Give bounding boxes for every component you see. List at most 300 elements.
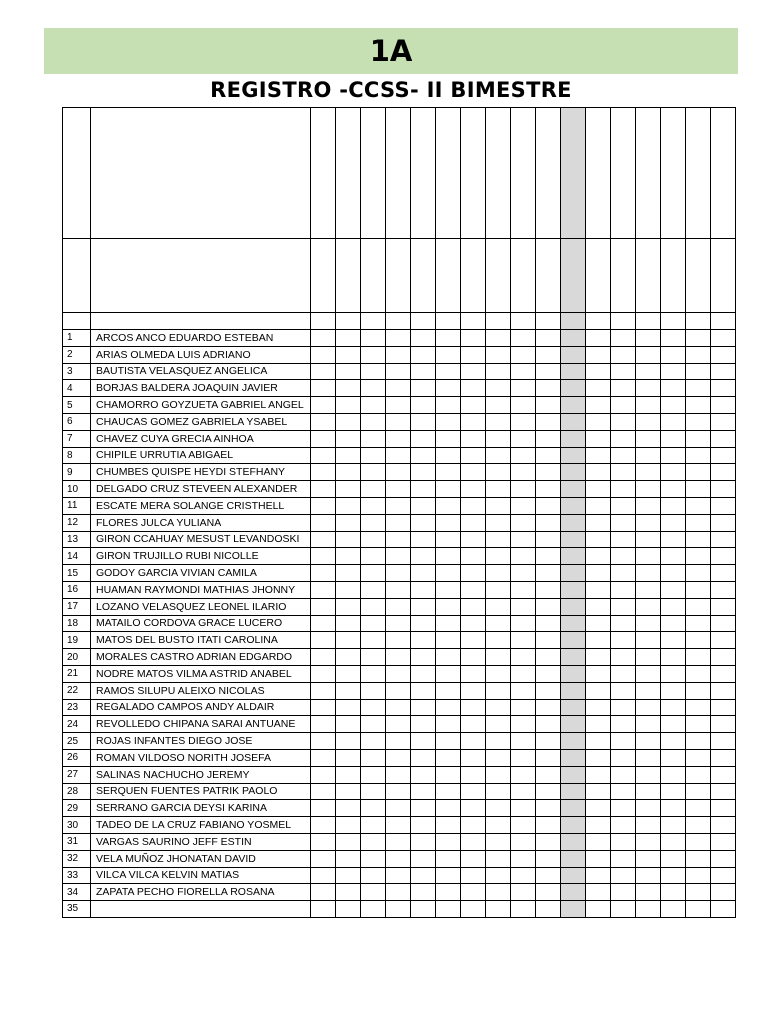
student-grade-cell[interactable] [711, 716, 736, 733]
student-grade-cell[interactable] [436, 682, 461, 699]
student-grade-cell[interactable] [461, 850, 486, 867]
student-grade-cell[interactable] [336, 346, 361, 363]
student-grade-cell[interactable] [436, 733, 461, 750]
student-grade-cell[interactable] [711, 766, 736, 783]
student-grade-cell[interactable] [411, 632, 436, 649]
student-grade-cell[interactable] [561, 330, 586, 347]
student-grade-cell[interactable] [536, 867, 561, 884]
header-row-spacer-grade-cell[interactable] [361, 313, 386, 330]
student-grade-cell[interactable] [361, 632, 386, 649]
student-grade-cell[interactable] [611, 800, 636, 817]
student-grade-cell[interactable] [711, 481, 736, 498]
student-grade-cell[interactable] [361, 716, 386, 733]
student-grade-cell[interactable] [711, 363, 736, 380]
student-grade-cell[interactable] [536, 901, 561, 918]
student-grade-cell[interactable] [361, 464, 386, 481]
student-grade-cell[interactable] [511, 884, 536, 901]
header-row-spacer-grade-cell[interactable] [536, 313, 561, 330]
student-grade-cell[interactable] [511, 380, 536, 397]
header-row-criteria-label-cell[interactable] [91, 239, 311, 313]
student-grade-cell[interactable] [561, 481, 586, 498]
student-grade-cell[interactable] [636, 380, 661, 397]
student-grade-cell[interactable] [436, 581, 461, 598]
student-grade-cell[interactable] [636, 901, 661, 918]
student-grade-cell[interactable] [636, 733, 661, 750]
student-grade-cell[interactable] [636, 548, 661, 565]
student-grade-cell[interactable] [411, 850, 436, 867]
student-grade-cell[interactable] [311, 850, 336, 867]
student-grade-cell[interactable] [411, 833, 436, 850]
student-grade-cell[interactable] [361, 380, 386, 397]
student-grade-cell[interactable] [386, 497, 411, 514]
student-grade-cell[interactable] [336, 632, 361, 649]
student-grade-cell[interactable] [611, 615, 636, 632]
student-grade-cell[interactable] [411, 884, 436, 901]
student-grade-cell[interactable] [536, 514, 561, 531]
student-grade-cell[interactable] [461, 665, 486, 682]
student-grade-cell[interactable] [411, 817, 436, 834]
student-grade-cell[interactable] [686, 800, 711, 817]
student-grade-cell[interactable] [611, 581, 636, 598]
student-grade-cell[interactable] [511, 817, 536, 834]
student-grade-cell[interactable] [386, 901, 411, 918]
student-grade-cell[interactable] [636, 330, 661, 347]
student-grade-cell[interactable] [336, 749, 361, 766]
header-row-competencies-grade-cell[interactable] [436, 108, 461, 239]
student-grade-cell[interactable] [436, 901, 461, 918]
student-grade-cell[interactable] [661, 430, 686, 447]
student-grade-cell[interactable] [561, 766, 586, 783]
student-grade-cell[interactable] [661, 447, 686, 464]
student-grade-cell[interactable] [361, 833, 386, 850]
student-grade-cell[interactable] [411, 766, 436, 783]
student-grade-cell[interactable] [686, 833, 711, 850]
student-grade-cell[interactable] [386, 884, 411, 901]
student-grade-cell[interactable] [611, 531, 636, 548]
student-grade-cell[interactable] [561, 430, 586, 447]
student-grade-cell[interactable] [361, 884, 386, 901]
student-grade-cell[interactable] [361, 733, 386, 750]
student-grade-cell[interactable] [536, 800, 561, 817]
student-grade-cell[interactable] [336, 363, 361, 380]
student-grade-cell[interactable] [411, 565, 436, 582]
student-grade-cell[interactable] [461, 682, 486, 699]
student-grade-cell[interactable] [311, 615, 336, 632]
student-grade-cell[interactable] [711, 632, 736, 649]
student-grade-cell[interactable] [586, 817, 611, 834]
student-grade-cell[interactable] [311, 833, 336, 850]
student-grade-cell[interactable] [386, 699, 411, 716]
student-grade-cell[interactable] [361, 531, 386, 548]
student-grade-cell[interactable] [661, 481, 686, 498]
student-grade-cell[interactable] [461, 531, 486, 548]
student-grade-cell[interactable] [411, 867, 436, 884]
student-grade-cell[interactable] [536, 581, 561, 598]
student-grade-cell[interactable] [361, 665, 386, 682]
student-grade-cell[interactable] [661, 615, 686, 632]
header-row-spacer-grade-cell[interactable] [636, 313, 661, 330]
student-grade-cell[interactable] [386, 346, 411, 363]
student-grade-cell[interactable] [686, 413, 711, 430]
student-grade-cell[interactable] [711, 464, 736, 481]
student-grade-cell[interactable] [511, 901, 536, 918]
student-grade-cell[interactable] [486, 481, 511, 498]
student-grade-cell[interactable] [561, 632, 586, 649]
student-grade-cell[interactable] [436, 380, 461, 397]
student-grade-cell[interactable] [611, 665, 636, 682]
student-grade-cell[interactable] [436, 548, 461, 565]
student-grade-cell[interactable] [386, 363, 411, 380]
student-grade-cell[interactable] [386, 380, 411, 397]
header-row-spacer-grade-cell[interactable] [311, 313, 336, 330]
student-grade-cell[interactable] [511, 464, 536, 481]
student-grade-cell[interactable] [686, 548, 711, 565]
student-grade-cell[interactable] [436, 817, 461, 834]
student-grade-cell[interactable] [411, 901, 436, 918]
student-grade-cell[interactable] [636, 565, 661, 582]
student-grade-cell[interactable] [511, 733, 536, 750]
student-grade-cell[interactable] [311, 598, 336, 615]
student-grade-cell[interactable] [536, 430, 561, 447]
student-grade-cell[interactable] [536, 548, 561, 565]
student-grade-cell[interactable] [636, 397, 661, 414]
student-grade-cell[interactable] [636, 481, 661, 498]
student-grade-cell[interactable] [636, 598, 661, 615]
student-grade-cell[interactable] [336, 330, 361, 347]
student-grade-cell[interactable] [511, 632, 536, 649]
student-grade-cell[interactable] [561, 615, 586, 632]
student-grade-cell[interactable] [461, 481, 486, 498]
student-grade-cell[interactable] [336, 867, 361, 884]
student-grade-cell[interactable] [561, 783, 586, 800]
student-grade-cell[interactable] [486, 464, 511, 481]
student-grade-cell[interactable] [361, 901, 386, 918]
student-grade-cell[interactable] [361, 867, 386, 884]
student-grade-cell[interactable] [536, 682, 561, 699]
student-grade-cell[interactable] [611, 783, 636, 800]
student-grade-cell[interactable] [536, 850, 561, 867]
student-grade-cell[interactable] [386, 581, 411, 598]
student-grade-cell[interactable] [686, 665, 711, 682]
student-grade-cell[interactable] [411, 665, 436, 682]
student-grade-cell[interactable] [461, 598, 486, 615]
student-grade-cell[interactable] [711, 783, 736, 800]
student-grade-cell[interactable] [311, 413, 336, 430]
student-grade-cell[interactable] [686, 430, 711, 447]
header-row-spacer-grade-cell[interactable] [661, 313, 686, 330]
student-grade-cell[interactable] [461, 514, 486, 531]
header-row-criteria-grade-cell[interactable] [436, 239, 461, 313]
header-row-competencies-grade-cell[interactable] [361, 108, 386, 239]
student-grade-cell[interactable] [511, 514, 536, 531]
student-grade-cell[interactable] [436, 783, 461, 800]
student-grade-cell[interactable] [361, 548, 386, 565]
student-grade-cell[interactable] [511, 850, 536, 867]
student-grade-cell[interactable] [711, 413, 736, 430]
student-grade-cell[interactable] [561, 346, 586, 363]
student-grade-cell[interactable] [586, 716, 611, 733]
student-grade-cell[interactable] [686, 867, 711, 884]
student-grade-cell[interactable] [611, 481, 636, 498]
header-row-criteria-grade-cell[interactable] [461, 239, 486, 313]
student-grade-cell[interactable] [486, 531, 511, 548]
header-row-competencies-grade-cell[interactable] [486, 108, 511, 239]
student-grade-cell[interactable] [336, 850, 361, 867]
student-grade-cell[interactable] [511, 497, 536, 514]
student-grade-cell[interactable] [636, 884, 661, 901]
student-grade-cell[interactable] [661, 464, 686, 481]
student-grade-cell[interactable] [561, 598, 586, 615]
student-grade-cell[interactable] [586, 733, 611, 750]
student-grade-cell[interactable] [561, 850, 586, 867]
student-grade-cell[interactable] [386, 632, 411, 649]
student-grade-cell[interactable] [311, 800, 336, 817]
student-grade-cell[interactable] [311, 481, 336, 498]
student-grade-cell[interactable] [536, 716, 561, 733]
student-grade-cell[interactable] [336, 766, 361, 783]
student-grade-cell[interactable] [386, 531, 411, 548]
student-grade-cell[interactable] [636, 447, 661, 464]
header-row-competencies-grade-cell[interactable] [636, 108, 661, 239]
student-grade-cell[interactable] [311, 817, 336, 834]
student-grade-cell[interactable] [386, 833, 411, 850]
student-grade-cell[interactable] [386, 481, 411, 498]
student-grade-cell[interactable] [561, 514, 586, 531]
student-grade-cell[interactable] [686, 632, 711, 649]
student-grade-cell[interactable] [536, 733, 561, 750]
student-grade-cell[interactable] [636, 783, 661, 800]
student-grade-cell[interactable] [586, 615, 611, 632]
student-grade-cell[interactable] [686, 464, 711, 481]
student-grade-cell[interactable] [386, 682, 411, 699]
student-grade-cell[interactable] [536, 464, 561, 481]
student-grade-cell[interactable] [411, 733, 436, 750]
student-grade-cell[interactable] [686, 850, 711, 867]
student-grade-cell[interactable] [461, 901, 486, 918]
student-grade-cell[interactable] [411, 330, 436, 347]
student-grade-cell[interactable] [536, 363, 561, 380]
header-row-criteria-grade-cell[interactable] [711, 239, 736, 313]
header-row-spacer-label-cell[interactable] [91, 313, 311, 330]
student-grade-cell[interactable] [586, 884, 611, 901]
student-grade-cell[interactable] [711, 749, 736, 766]
student-grade-cell[interactable] [511, 800, 536, 817]
student-grade-cell[interactable] [361, 615, 386, 632]
student-grade-cell[interactable] [461, 783, 486, 800]
student-grade-cell[interactable] [336, 397, 361, 414]
student-grade-cell[interactable] [336, 548, 361, 565]
student-grade-cell[interactable] [536, 817, 561, 834]
student-grade-cell[interactable] [361, 850, 386, 867]
student-grade-cell[interactable] [386, 800, 411, 817]
student-grade-cell[interactable] [711, 380, 736, 397]
student-grade-cell[interactable] [536, 380, 561, 397]
student-grade-cell[interactable] [636, 716, 661, 733]
student-grade-cell[interactable] [436, 514, 461, 531]
student-grade-cell[interactable] [336, 884, 361, 901]
student-grade-cell[interactable] [336, 514, 361, 531]
student-grade-cell[interactable] [361, 565, 386, 582]
student-grade-cell[interactable] [411, 699, 436, 716]
header-row-criteria-grade-cell[interactable] [361, 239, 386, 313]
student-grade-cell[interactable] [636, 699, 661, 716]
student-grade-cell[interactable] [486, 565, 511, 582]
student-grade-cell[interactable] [611, 363, 636, 380]
student-grade-cell[interactable] [511, 665, 536, 682]
student-grade-cell[interactable] [636, 817, 661, 834]
student-grade-cell[interactable] [461, 363, 486, 380]
student-grade-cell[interactable] [511, 783, 536, 800]
student-grade-cell[interactable] [336, 598, 361, 615]
student-grade-cell[interactable] [711, 598, 736, 615]
student-grade-cell[interactable] [486, 397, 511, 414]
student-grade-cell[interactable] [311, 783, 336, 800]
student-grade-cell[interactable] [636, 682, 661, 699]
student-grade-cell[interactable] [661, 884, 686, 901]
student-grade-cell[interactable] [561, 884, 586, 901]
header-row-criteria-grade-cell[interactable] [586, 239, 611, 313]
student-grade-cell[interactable] [561, 682, 586, 699]
student-grade-cell[interactable] [636, 800, 661, 817]
student-grade-cell[interactable] [361, 413, 386, 430]
student-grade-cell[interactable] [611, 514, 636, 531]
student-grade-cell[interactable] [686, 481, 711, 498]
student-grade-cell[interactable] [486, 682, 511, 699]
student-grade-cell[interactable] [611, 330, 636, 347]
student-grade-cell[interactable] [586, 665, 611, 682]
student-grade-cell[interactable] [511, 363, 536, 380]
header-row-criteria-grade-cell[interactable] [311, 239, 336, 313]
student-grade-cell[interactable] [461, 884, 486, 901]
student-grade-cell[interactable] [436, 699, 461, 716]
student-grade-cell[interactable] [311, 397, 336, 414]
student-grade-cell[interactable] [311, 581, 336, 598]
student-grade-cell[interactable] [711, 850, 736, 867]
student-grade-cell[interactable] [586, 464, 611, 481]
student-grade-cell[interactable] [486, 497, 511, 514]
student-grade-cell[interactable] [436, 749, 461, 766]
student-grade-cell[interactable] [536, 481, 561, 498]
student-grade-cell[interactable] [361, 481, 386, 498]
student-grade-cell[interactable] [561, 749, 586, 766]
student-grade-cell[interactable] [561, 531, 586, 548]
student-grade-cell[interactable] [586, 413, 611, 430]
student-grade-cell[interactable] [711, 884, 736, 901]
student-grade-cell[interactable] [386, 783, 411, 800]
student-grade-cell[interactable] [661, 867, 686, 884]
student-grade-cell[interactable] [686, 363, 711, 380]
student-grade-cell[interactable] [711, 447, 736, 464]
student-grade-cell[interactable] [611, 380, 636, 397]
student-grade-cell[interactable] [461, 447, 486, 464]
student-grade-cell[interactable] [636, 497, 661, 514]
student-grade-cell[interactable] [486, 901, 511, 918]
student-grade-cell[interactable] [361, 581, 386, 598]
student-grade-cell[interactable] [461, 800, 486, 817]
student-grade-cell[interactable] [311, 733, 336, 750]
student-grade-cell[interactable] [436, 649, 461, 666]
student-grade-cell[interactable] [386, 716, 411, 733]
student-grade-cell[interactable] [636, 749, 661, 766]
student-grade-cell[interactable] [611, 699, 636, 716]
student-grade-cell[interactable] [686, 330, 711, 347]
student-grade-cell[interactable] [686, 817, 711, 834]
student-grade-cell[interactable] [461, 615, 486, 632]
student-grade-cell[interactable] [661, 850, 686, 867]
student-grade-cell[interactable] [411, 430, 436, 447]
student-grade-cell[interactable] [711, 867, 736, 884]
student-grade-cell[interactable] [586, 867, 611, 884]
student-grade-cell[interactable] [586, 346, 611, 363]
student-grade-cell[interactable] [486, 884, 511, 901]
student-grade-cell[interactable] [336, 413, 361, 430]
student-grade-cell[interactable] [636, 632, 661, 649]
student-grade-cell[interactable] [686, 699, 711, 716]
student-grade-cell[interactable] [661, 413, 686, 430]
student-grade-cell[interactable] [611, 497, 636, 514]
student-grade-cell[interactable] [536, 766, 561, 783]
student-grade-cell[interactable] [636, 615, 661, 632]
student-grade-cell[interactable] [511, 766, 536, 783]
student-grade-cell[interactable] [711, 497, 736, 514]
student-grade-cell[interactable] [536, 632, 561, 649]
student-grade-cell[interactable] [336, 649, 361, 666]
student-grade-cell[interactable] [586, 514, 611, 531]
student-grade-cell[interactable] [586, 800, 611, 817]
student-grade-cell[interactable] [661, 363, 686, 380]
header-row-criteria-grade-cell[interactable] [561, 239, 586, 313]
header-row-spacer-grade-cell[interactable] [336, 313, 361, 330]
student-grade-cell[interactable] [561, 833, 586, 850]
student-grade-cell[interactable] [686, 397, 711, 414]
student-grade-cell[interactable] [436, 447, 461, 464]
student-grade-cell[interactable] [661, 346, 686, 363]
student-grade-cell[interactable] [586, 598, 611, 615]
student-grade-cell[interactable] [311, 514, 336, 531]
student-grade-cell[interactable] [336, 733, 361, 750]
student-grade-cell[interactable] [436, 565, 461, 582]
student-grade-cell[interactable] [386, 867, 411, 884]
student-grade-cell[interactable] [311, 749, 336, 766]
student-grade-cell[interactable] [461, 749, 486, 766]
student-grade-cell[interactable] [386, 749, 411, 766]
student-grade-cell[interactable] [486, 447, 511, 464]
student-grade-cell[interactable] [636, 413, 661, 430]
student-grade-cell[interactable] [661, 716, 686, 733]
student-grade-cell[interactable] [561, 649, 586, 666]
student-grade-cell[interactable] [411, 531, 436, 548]
student-grade-cell[interactable] [661, 632, 686, 649]
student-grade-cell[interactable] [386, 817, 411, 834]
student-grade-cell[interactable] [486, 598, 511, 615]
student-grade-cell[interactable] [486, 833, 511, 850]
student-grade-cell[interactable] [536, 497, 561, 514]
student-grade-cell[interactable] [661, 800, 686, 817]
student-grade-cell[interactable] [536, 531, 561, 548]
student-grade-cell[interactable] [511, 749, 536, 766]
student-grade-cell[interactable] [411, 783, 436, 800]
student-grade-cell[interactable] [661, 766, 686, 783]
student-grade-cell[interactable] [586, 447, 611, 464]
student-grade-cell[interactable] [611, 649, 636, 666]
student-grade-cell[interactable] [361, 800, 386, 817]
student-grade-cell[interactable] [686, 649, 711, 666]
student-grade-cell[interactable] [461, 548, 486, 565]
student-grade-cell[interactable] [411, 380, 436, 397]
student-grade-cell[interactable] [686, 581, 711, 598]
student-grade-cell[interactable] [386, 548, 411, 565]
student-grade-cell[interactable] [561, 665, 586, 682]
